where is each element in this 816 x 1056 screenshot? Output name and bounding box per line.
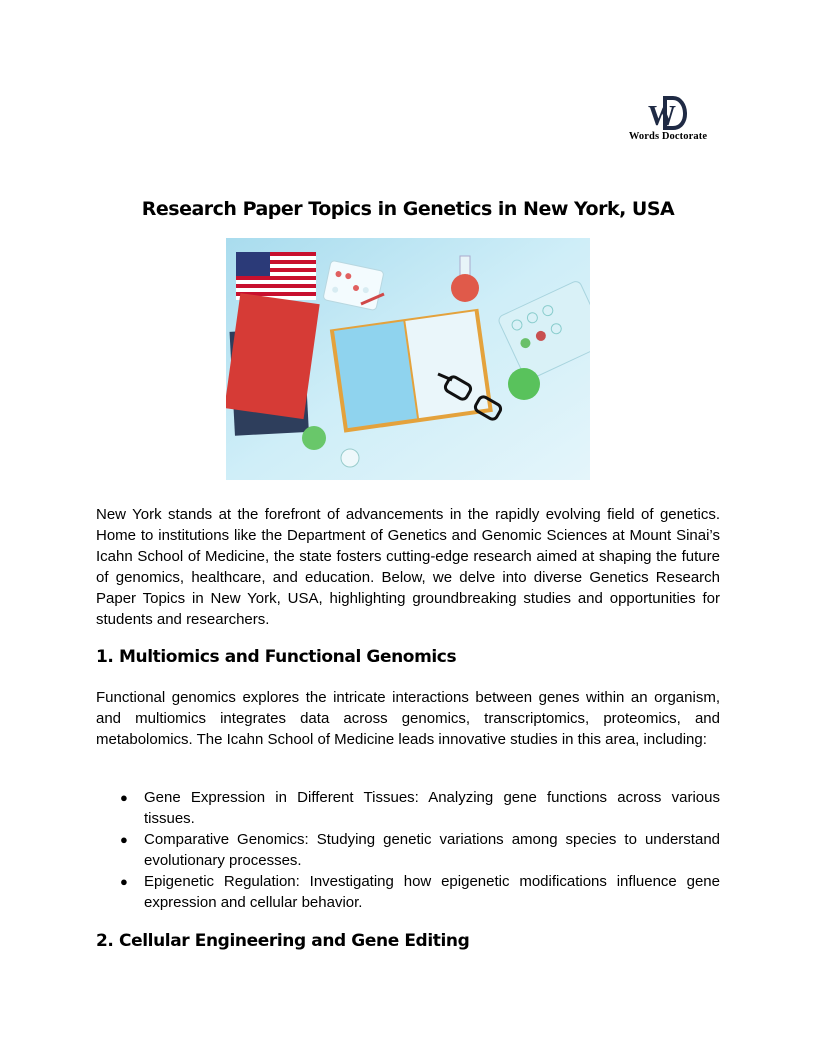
logo-text: Words Doctorate bbox=[628, 131, 708, 142]
list-item bbox=[96, 787, 720, 829]
section-1-bullet-list bbox=[96, 787, 720, 913]
green-flask-small-icon bbox=[302, 426, 326, 450]
words-doctorate-logo bbox=[618, 94, 718, 146]
us-flag-icon bbox=[236, 252, 316, 300]
books-icon bbox=[226, 293, 320, 436]
list-item-text: Epigenetic Regulation: Investigating how epigenetic modifications influence gene expression and cellular behavior. bbox=[144, 873, 720, 911]
svg-text:W: W bbox=[648, 101, 676, 132]
list-item-text: Gene Expression in Different Tissues: Analyzing gene functions across various tissues. bbox=[144, 789, 720, 827]
bullet-icon: ● bbox=[120, 874, 128, 889]
section-1-paragraph: Functional genomics explores the intricate interactions between genes within an organism, and multiomics integrates data across genomics, transcriptomics, proteomics, and metabolomics. The Icahn School of Medicine leads innovative studies in this area, including: bbox=[96, 689, 720, 748]
bullet-icon: ● bbox=[120, 832, 128, 847]
hero-image bbox=[226, 238, 590, 480]
list-item bbox=[96, 871, 720, 913]
list-item-text: Comparative Genomics: Studying genetic variations among species to understand evolutionary processes. bbox=[144, 831, 720, 869]
bullet-icon: ● bbox=[120, 790, 128, 805]
wd-monogram-icon bbox=[618, 94, 718, 134]
notebook-icon bbox=[330, 309, 493, 433]
intro-paragraph: New York stands at the forefront of advancements in the rapidly evolving field of genetics. Home to institutions like the Department of Genetics and Genomic Sciences at Mount Sinai’s Icahn School of Medicine, the state fosters cutting-edge research aimed at shaping the future of genomics, healthcare, and education. Below, we delve into diverse Genetics Research Paper Topics in New York, USA, highlighting groundbreaking studies and opportunities for students and researchers. bbox=[96, 506, 720, 628]
page-title: Research Paper Topics in Genetics in New York, USA bbox=[141, 198, 675, 220]
genetics-photo bbox=[226, 238, 590, 480]
green-flask-icon bbox=[508, 368, 540, 400]
section-1-heading: 1. Multiomics and Functional Genomics bbox=[96, 647, 457, 667]
section-2-heading: 2. Cellular Engineering and Gene Editing bbox=[96, 931, 470, 951]
list-item bbox=[96, 829, 720, 871]
